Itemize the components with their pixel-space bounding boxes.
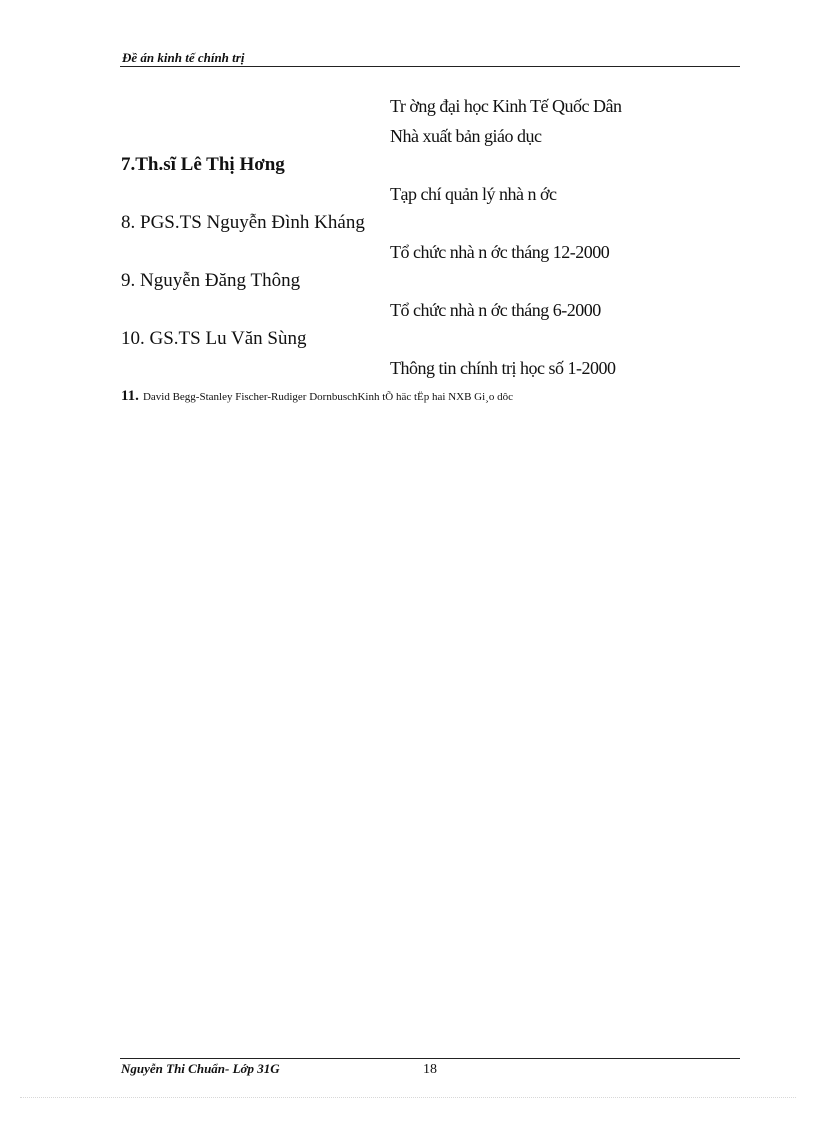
page-number: 18 [423,1062,437,1077]
reference-11-number: 11. [121,388,139,404]
reference-author-line: 10. GS.TS Lu Văn Sùng [121,328,307,349]
reference-11-text: David Begg-Stanley Fischer-Rudiger DornbuschKinh tÕ häc tËp hai NXB Gi¸o dôc [142,391,513,403]
reference-source-line: Tổ chức nhà n ớc tháng 12-2000 [390,242,610,262]
reference-author-line: 7.Th.sĩ Lê Thị Hơng [121,154,285,175]
reference-source-line: Thông tin chính trị học số 1-2000 [390,358,616,378]
reference-author-line: 9. Nguyễn Đăng Thông [121,270,301,291]
header-title: Đề án kinh tế chính trị [122,50,245,65]
reference-source-line: Tr ờng đại học Kinh Tế Quốc Dân [390,96,622,116]
reference-source-line: Nhà xuất bản giáo dục [390,126,542,146]
reference-11 [121,388,513,405]
reference-author-line: 8. PGS.TS Nguyễn Đình Kháng [121,212,365,233]
page-bottom-divider [20,1097,796,1098]
reference-source-line: Tạp chí quản lý nhà n ớc [390,184,557,204]
footer-author: Nguyễn Thi Chuẩn- Lớp 31G [121,1061,280,1076]
reference-source-line: Tổ chức nhà n ớc tháng 6-2000 [390,300,601,320]
footer-rule [120,1058,740,1059]
page-header [120,48,740,67]
